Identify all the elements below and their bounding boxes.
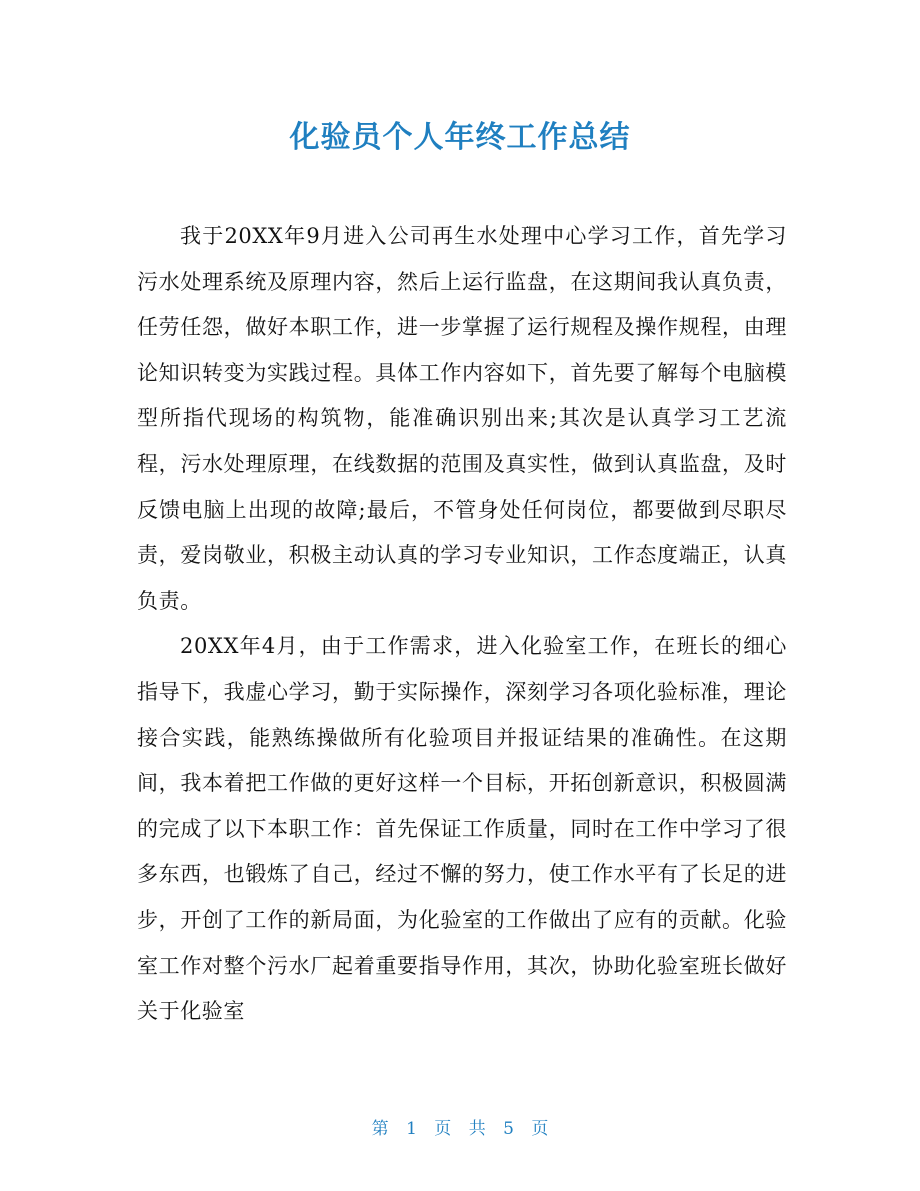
footer-page-word: 页: [434, 1119, 452, 1139]
footer-suffix: 页: [531, 1119, 549, 1139]
page-number-footer: [0, 1114, 920, 1139]
footer-total-word: 共: [468, 1119, 486, 1139]
paragraph-1: 我于20XX年9月进入公司再生水处理中心学习工作，首先学习污水处理系统及原理内容，然后上运行监盘，在这期间我认真负责，任劳任怨，做好本职工作，进一步掌握了运行规程及操作规程，由理论知识转变为实践过程。具体工作内容如下，首先要了解每个电脑模型所指代现场的构筑物，能准确识别出来;其次是认真学习工艺流程，污水处理原理，在线数据的范围及真实性，做到认真监盘，及时反馈电脑上出现的故障;最后，不管身处任何岗位，都要做到尽职尽责，爱岗敬业，积极主动认真的学习专业知识，工作态度端正，认真负责。: [137, 224, 787, 613]
footer-total-pages: 5: [503, 1119, 514, 1139]
footer-current-page: 1: [406, 1119, 417, 1139]
paragraph-2: 20XX年4月，由于工作需求，进入化验室工作，在班长的细心指导下，我虚心学习，勤于实际操作，深刻学习各项化验标准，理论接合实践，能熟练操做所有化验项目并报证结果的准确性。在这期间，我本着把工作做的更好这样一个目标，开拓创新意识，积极圆满的完成了以下本职工作：首先保证工作质量，同时在工作中学习了很多东西，也锻炼了自己，经过不懈的努力，使工作水平有了长足的进步，开创了工作的新局面，为化验室的工作做出了应有的贡献。化验室工作对整个污水厂起着重要指导作用，其次，协助化验室班长做好关于化验室: [137, 634, 787, 1024]
footer-prefix: 第: [371, 1119, 389, 1139]
document-title: 化验员个人年终工作总结: [289, 120, 631, 155]
document-body: [137, 214, 787, 1035]
